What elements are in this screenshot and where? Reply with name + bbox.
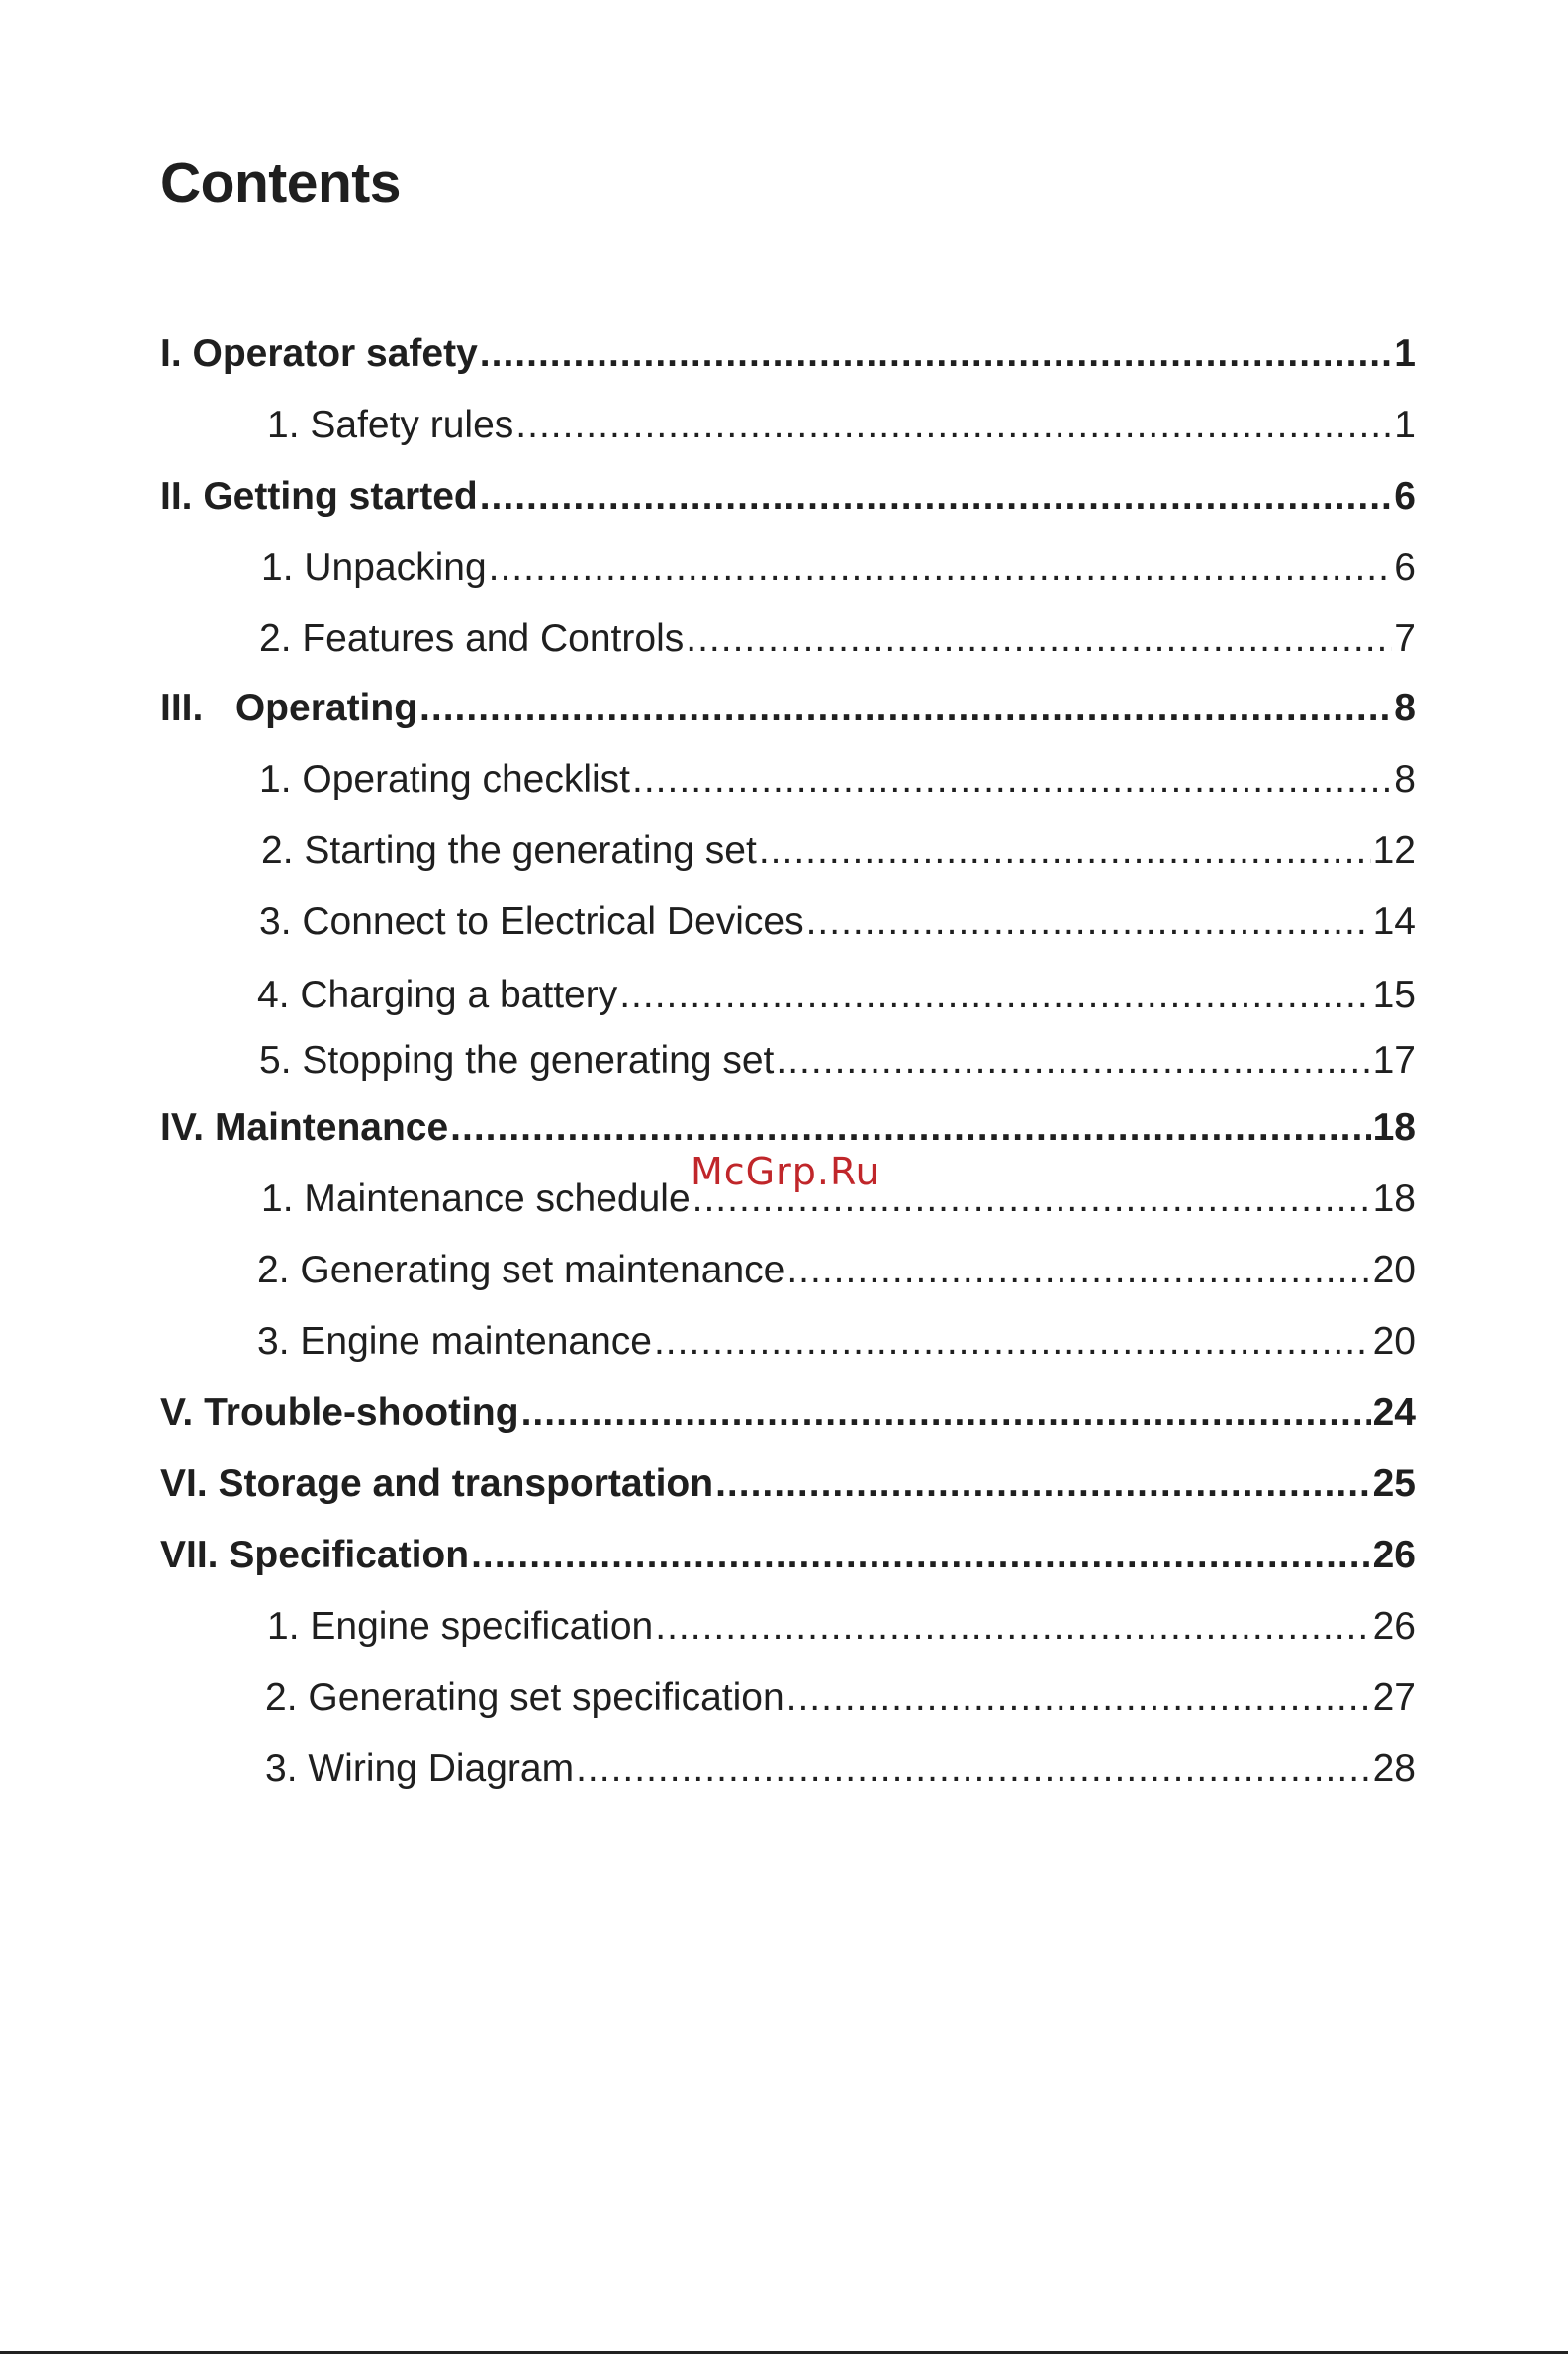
toc-dot-leader xyxy=(471,1528,1371,1583)
toc-dot-leader xyxy=(489,540,1393,596)
toc-section-operator-safety[interactable] xyxy=(160,327,1416,382)
toc-page-number: 15 xyxy=(1372,974,1416,1016)
toc-label: 2. Features and Controls xyxy=(259,617,685,660)
toc-dot-leader xyxy=(619,968,1370,1023)
toc-subsection-operating-checklist[interactable] xyxy=(259,752,1416,807)
toc-section-maintenance[interactable] xyxy=(160,1100,1416,1156)
page-title: Contents xyxy=(160,151,401,215)
toc-subsection-unpacking[interactable] xyxy=(261,540,1416,596)
toc-page-number: 1 xyxy=(1394,332,1416,375)
toc-dot-leader xyxy=(632,752,1392,807)
toc-section-operating[interactable] xyxy=(160,681,1416,736)
toc-dot-leader xyxy=(686,612,1392,667)
toc-label: V. Trouble-shooting xyxy=(160,1391,519,1434)
toc-subsection-starting-generating-set[interactable] xyxy=(261,823,1416,879)
toc-subsection-engine-maintenance[interactable] xyxy=(257,1314,1416,1369)
toc-page-number: 17 xyxy=(1372,1039,1416,1082)
toc-dot-leader xyxy=(759,823,1371,879)
toc-section-trouble-shooting[interactable] xyxy=(160,1385,1416,1441)
toc-page-number: 20 xyxy=(1372,1320,1416,1363)
toc-page-number: 1 xyxy=(1394,404,1416,446)
toc-page-number: 8 xyxy=(1394,687,1416,729)
toc-label: 1. Engine specification xyxy=(267,1605,654,1648)
toc-section-getting-started[interactable] xyxy=(160,469,1416,524)
toc-subsection-generating-set-specification[interactable] xyxy=(265,1670,1416,1726)
toc-dot-leader xyxy=(576,1742,1371,1797)
toc-dot-leader xyxy=(480,327,1393,382)
toc-page-number: 7 xyxy=(1394,617,1416,660)
toc-subsection-wiring-diagram[interactable] xyxy=(265,1742,1416,1797)
toc-label: 1. Operating checklist xyxy=(259,758,631,801)
toc-label: 2. Generating set specification xyxy=(265,1676,784,1719)
toc-subsection-features-and-controls[interactable] xyxy=(259,612,1416,667)
toc-label: VI. Storage and transportation xyxy=(160,1462,714,1505)
toc-label: I. Operator safety xyxy=(160,332,478,375)
watermark: McGrp.Ru xyxy=(691,1150,880,1193)
toc-page-number: 14 xyxy=(1372,900,1416,943)
toc-subsection-safety-rules[interactable] xyxy=(267,398,1416,453)
toc-label: III. Operating xyxy=(160,687,418,729)
toc-page-number: 6 xyxy=(1394,475,1416,518)
toc-label: 3. Wiring Diagram xyxy=(265,1747,575,1790)
toc-label: 1. Unpacking xyxy=(261,546,487,589)
toc-page-number: 24 xyxy=(1372,1391,1416,1434)
toc-dot-leader xyxy=(715,1457,1371,1512)
toc-subsection-stopping-generating-set[interactable] xyxy=(259,1033,1416,1088)
toc-page-number: 28 xyxy=(1372,1747,1416,1790)
toc-dot-leader xyxy=(450,1100,1370,1156)
toc-section-storage-transportation[interactable] xyxy=(160,1457,1416,1512)
toc-label: II. Getting started xyxy=(160,475,478,518)
toc-label: 2. Starting the generating set xyxy=(261,829,757,872)
page-bottom-rule xyxy=(0,2351,1568,2354)
toc-label: 2. Generating set maintenance xyxy=(257,1249,785,1291)
toc-dot-leader xyxy=(786,1243,1370,1298)
toc-subsection-charging-battery[interactable] xyxy=(257,968,1416,1023)
toc-label: 3. Engine maintenance xyxy=(257,1320,652,1363)
toc-page-number: 20 xyxy=(1372,1249,1416,1291)
toc-page-number: 8 xyxy=(1394,758,1416,801)
toc-dot-leader xyxy=(419,681,1392,736)
toc-dot-leader xyxy=(480,469,1393,524)
toc-label: 5. Stopping the generating set xyxy=(259,1039,775,1082)
toc-label: IV. Maintenance xyxy=(160,1106,449,1149)
toc-page-number: 27 xyxy=(1372,1676,1416,1719)
toc-label: 1. Safety rules xyxy=(267,404,514,446)
toc-subsection-connect-electrical-devices[interactable] xyxy=(259,895,1416,950)
toc-page-number: 12 xyxy=(1372,829,1416,872)
toc-dot-leader xyxy=(786,1670,1371,1726)
toc-dot-leader xyxy=(776,1033,1370,1088)
toc-label: 4. Charging a battery xyxy=(257,974,618,1016)
toc-label: VII. Specification xyxy=(160,1534,470,1576)
toc-label: 1. Maintenance schedule xyxy=(261,1178,691,1220)
toc-dot-leader xyxy=(654,1314,1371,1369)
toc-label: 3. Connect to Electrical Devices xyxy=(259,900,804,943)
toc-dot-leader xyxy=(655,1599,1370,1654)
toc-page-number: 18 xyxy=(1372,1106,1416,1149)
toc-dot-leader xyxy=(521,1385,1371,1441)
toc-subsection-generating-set-maintenance[interactable] xyxy=(257,1243,1416,1298)
toc-page-number: 6 xyxy=(1394,546,1416,589)
toc-page-number: 18 xyxy=(1372,1178,1416,1220)
toc-dot-leader xyxy=(806,895,1371,950)
toc-page-number: 26 xyxy=(1372,1605,1416,1648)
toc-dot-leader xyxy=(515,398,1392,453)
toc-page-number: 26 xyxy=(1372,1534,1416,1576)
toc-page-number: 25 xyxy=(1372,1462,1416,1505)
toc-subsection-engine-specification[interactable] xyxy=(267,1599,1416,1654)
toc-section-specification[interactable] xyxy=(160,1528,1416,1583)
